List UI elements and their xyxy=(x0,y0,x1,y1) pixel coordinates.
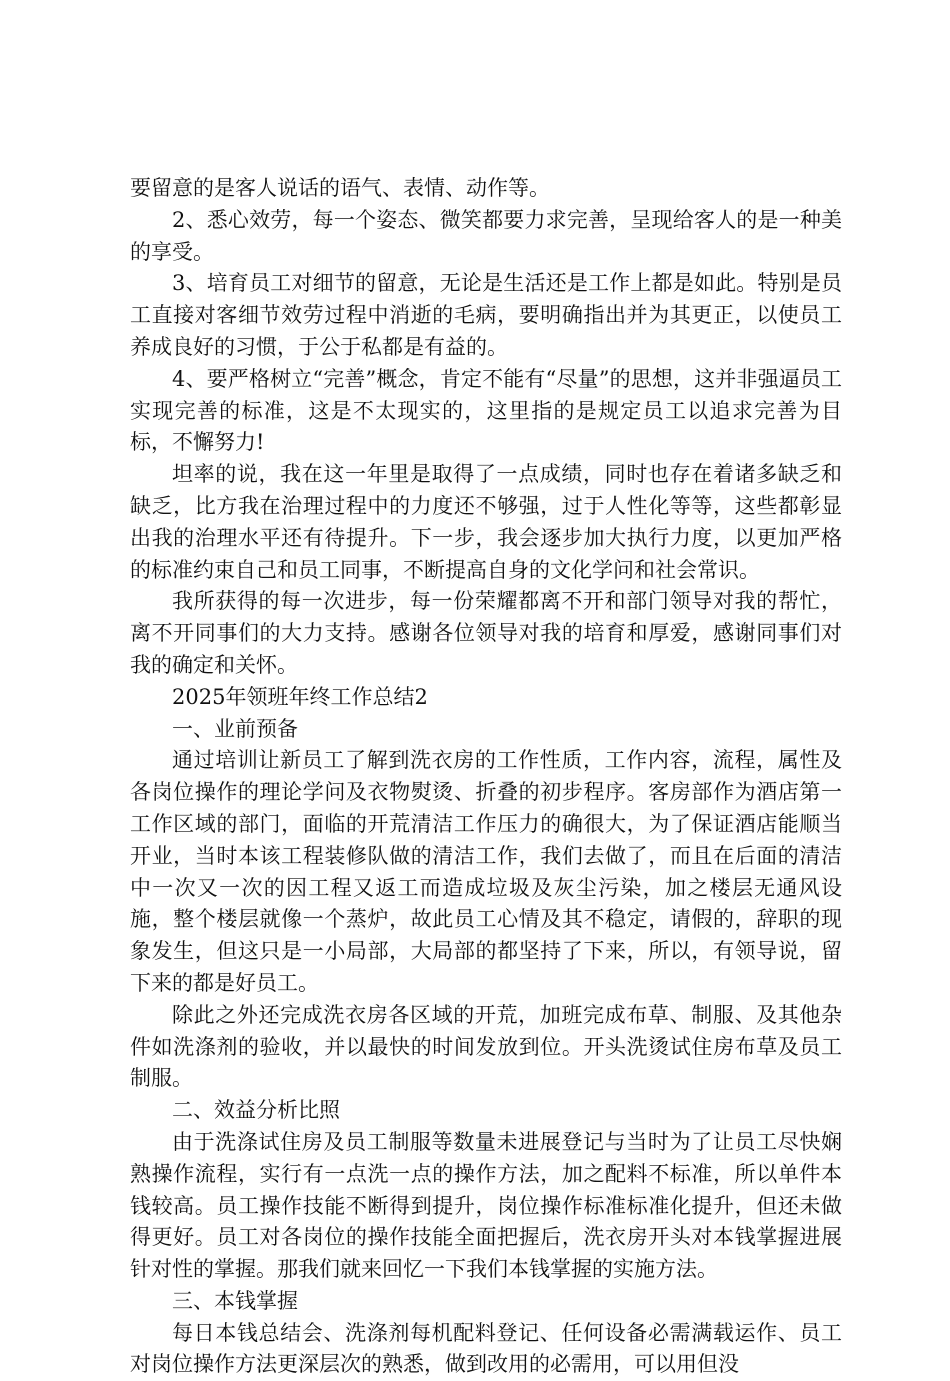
paragraph: 坦率的说，我在这一年里是取得了一点成绩，同时也存在着诸多缺乏和缺乏，比方我在治理过程中的力度还不够强，过于人性化等等，这些都彰显出我的治理水平还有待提升。下一步，我会逐步加大执行力度，以更加严格的标准约束自己和员工同事，不断提高自身的文化学问和社会常识。 xyxy=(130,462,842,582)
section-heading: 一、业前预备 xyxy=(172,716,298,741)
paragraph: 我所获得的每一次进步，每一份荣耀都离不开和部门领导对我的帮忙，离不开同事们的大力支持。感谢各位领导对我的培育和厚爱，感谢同事们对我的确定和关怀。 xyxy=(130,589,842,677)
document-body xyxy=(130,173,842,1381)
paragraph: 除此之外还完成洗衣房各区域的开荒，加班完成布草、制服、及其他杂件如洗涤剂的验收，并以最快的时间发放到位。开头洗烫试住房布草及员工制服。 xyxy=(130,1002,842,1091)
section-heading: 二、效益分析比照 xyxy=(172,1098,340,1123)
section-heading: 三、本钱掌握 xyxy=(172,1288,298,1313)
paragraph: 由于洗涤试住房及员工制服等数量未进展登记与当时为了让员工尽快娴熟操作流程，实行有一点洗一点的操作方法，加之配料不标准，所以单件本钱较高。员工操作技能不断得到提升，岗位操作标准标准化提升，但还未做得更好。员工对各岗位的操作技能全面把握后，洗衣房开头对本钱掌握进展针对性的掌握。那我们就来回忆一下我们本钱掌握的实施方法。 xyxy=(130,1129,842,1282)
paragraph: 4、要严格树立“完善”概念，肯定不能有“尽量”的思想，这并非强逼员工实现完善的标准，这是不太现实的，这里指的是规定员工以追求完善为目标，不懈努力! xyxy=(130,366,842,455)
paragraph: 3、培育员工对细节的留意，无论是生活还是工作上都是如此。特别是员工直接对客细节效劳过程中消逝的毛病，要明确指出并为其更正，以使员工养成良好的习惯，于公于私都是有益的。 xyxy=(130,271,842,359)
section-title: 2025年领班年终工作总结2 xyxy=(172,684,428,709)
paragraph: 2、悉心效劳，每一个姿态、微笑都要力求完善，呈现给客人的是一种美的享受。 xyxy=(130,207,842,264)
paragraph: 通过培训让新员工了解到洗衣房的工作性质，工作内容，流程，属性及各岗位操作的理论学问及衣物熨烫、折叠的初步程序。客房部作为酒店第一工作区域的部门，面临的开荒清洁工作压力的确很大，为了保证酒店能顺当开业，当时本该工程装修队做的清洁工作，我们去做了，而且在后面的清洁中一次又一次的因工程又返工而造成垃圾及灰尘污染，加之楼层无通风设施，整个楼层就像一个蒸炉，故此员工心情及其不稳定，请假的，辞职的现象发生，但这只是一小局部，大局部的都坚持了下来，所以，有领导说，留下来的都是好员工。 xyxy=(130,748,842,995)
paragraph: 每日本钱总结会、洗涤剂每机配料登记、任何设备必需满载运作、员工对岗位操作方法更深层次的熟悉，做到改用的必需用，可以用但没 xyxy=(130,1320,842,1377)
paragraph: 要留意的是客人说话的语气、表情、动作等。 xyxy=(130,176,550,200)
